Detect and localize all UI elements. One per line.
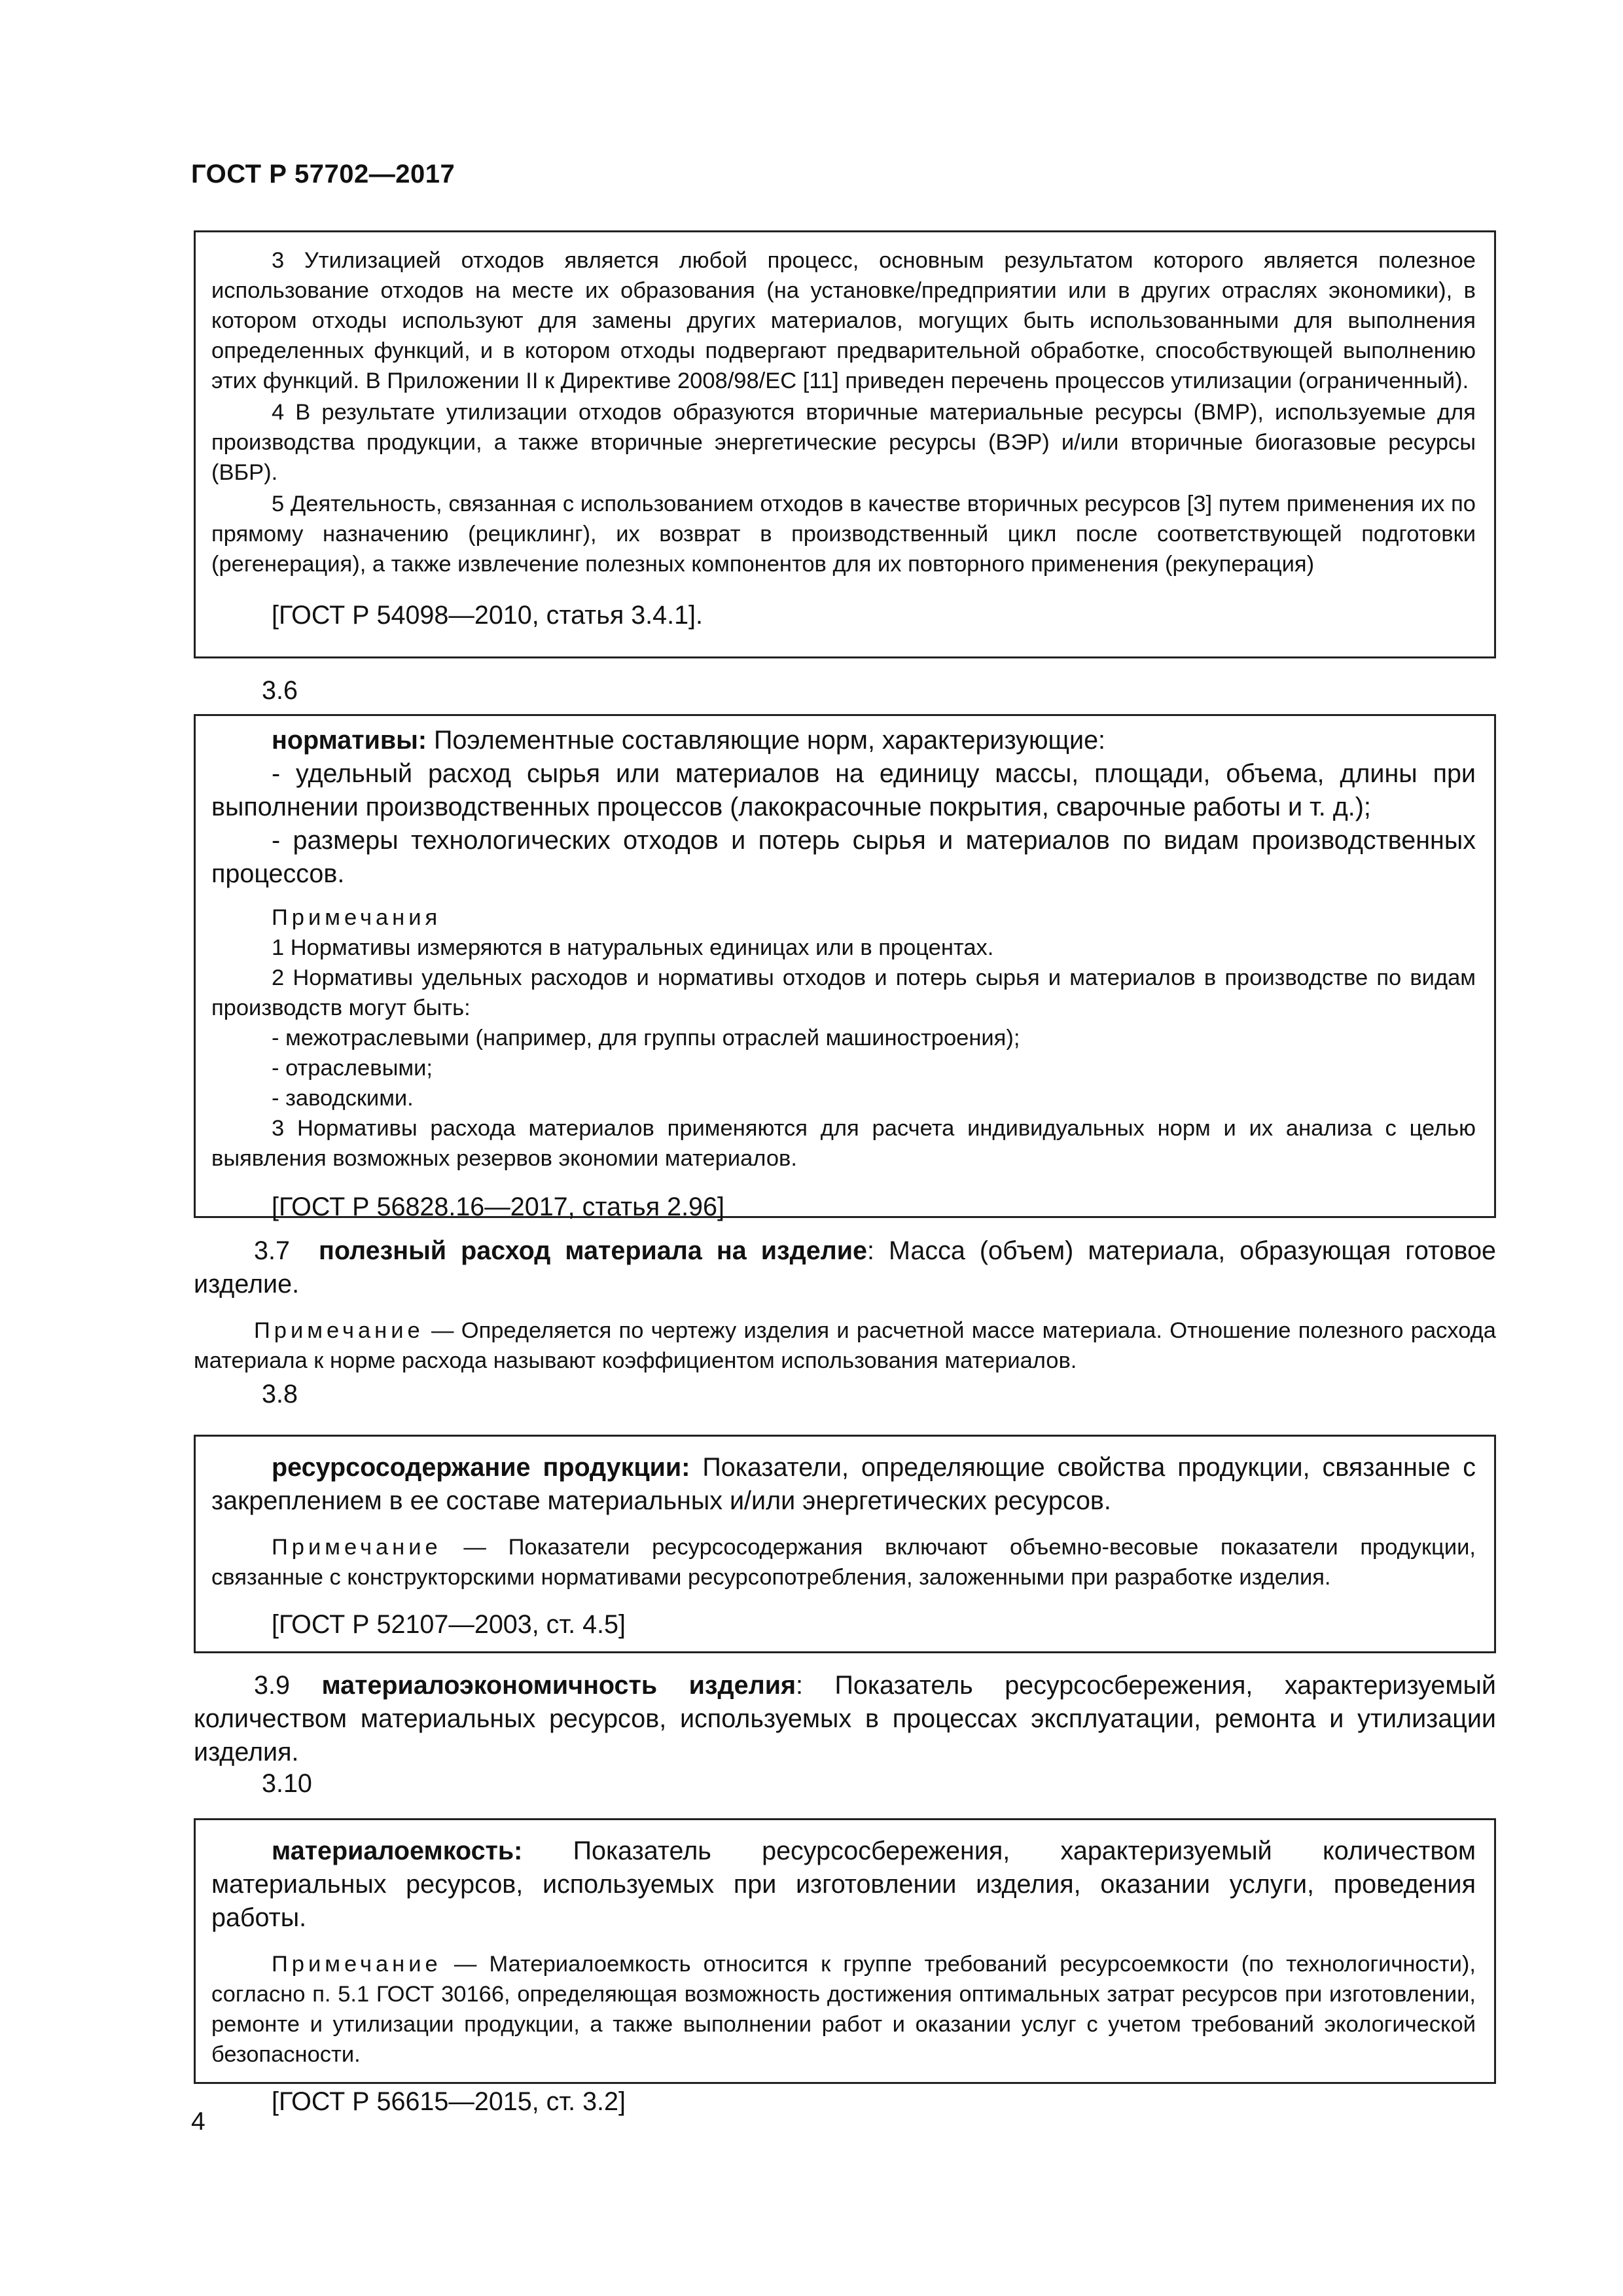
- term: полезный расход материала на изделие: [319, 1236, 868, 1265]
- note-text: — Материалоемкость относится к группе требований ресурсоемкости (по технологичности), согласно п. 5.1 ГОСТ 30166, определяющая возможность достижения оптимальных затрат ресурсов при изготовлении, ремонте и утилизации продукции, а также выполнении работ и оказании услуг с учетом требований экологической безопасности.: [211, 1952, 1476, 2067]
- note-5: 5 Деятельность, связанная с использованием отходов в качестве вторичных ресурсов [3] путем применения их по прямому назначению (рециклинг), их возврат в производственный цикл после соответствующей подготовки (регенерация), а также извлечение полезных компонентов для их повторного применения (рекуперация): [211, 492, 1476, 577]
- note-label: Примечание: [272, 1952, 442, 1977]
- note-2: 2 Нормативы удельных расходов и нормативы отходов и потерь сырья и материалов в производстве по видам производств могут быть:: [211, 965, 1476, 1020]
- note-3: 3 Нормативы расхода материалов применяются для расчета индивидуальных норм и их анализа с целью выявления возможных резервов экономии материалов.: [211, 1116, 1476, 1171]
- clause-number: 3.9: [254, 1671, 290, 1700]
- note-list-item: - заводскими.: [272, 1086, 414, 1111]
- source-reference: [ГОСТ Р 56828.16—2017, статья 2.96]: [272, 1193, 724, 1221]
- definition-text: Показатели, определяющие свойства продукции, связанные с закреплением в ее составе материальных и/или энергетических ресурсов.: [211, 1453, 1476, 1515]
- definition-text: Показатель ресурсосбережения, характеризуемый количеством материальных ресурсов, используемых при изготовлении изделия, оказании услуги, проведения работы.: [211, 1837, 1476, 1932]
- term-definition: [194, 1669, 1496, 1769]
- note-4: 4 В результате утилизации отходов образуются вторичные материальные ресурсы (ВМР), используемые для производства продукции, а также вторичные энергетические ресурсы (ВЭР) и/или вторичные биогазовые ресурсы (ВБР).: [211, 400, 1476, 485]
- term-box-normatives: [194, 714, 1496, 1221]
- term-definition: [211, 1451, 1476, 1518]
- term-definition: [211, 1835, 1476, 1935]
- note: [211, 1949, 1476, 2070]
- note-label: Примечание: [254, 1318, 424, 1343]
- definition-item: - удельный расход сырья или материалов на единицу массы, площади, объема, длины при выполнении производственных процессов (лакокрасочные покрытия, сварочные работы и т. д.);: [211, 759, 1476, 821]
- notes-heading: Примечания: [272, 905, 442, 930]
- clause-number: 3.7: [254, 1236, 290, 1265]
- source-reference: [ГОСТ Р 52107—2003, ст. 4.5]: [272, 1610, 626, 1639]
- source-reference: [ГОСТ Р 54098—2010, статья 3.4.1].: [272, 601, 704, 630]
- term-definition: [211, 724, 1476, 757]
- source-reference: [ГОСТ Р 56615—2015, ст. 3.2]: [272, 2087, 626, 2116]
- note-label: Примечание: [272, 1535, 442, 1560]
- clause-number: 3.8: [262, 1380, 298, 1408]
- term: нормативы:: [272, 726, 427, 755]
- page-number: 4: [191, 2108, 205, 2136]
- clause-number: 3.10: [262, 1769, 312, 1798]
- term: материалоэкономичность изделия: [321, 1671, 796, 1700]
- term-box-notes-continuation: [194, 230, 1496, 658]
- note-3: 3 Утилизацией отходов является любой процесс, основным результатом которого является полезное использование отходов на месте их образования (на установке/предприятии или в других отраслях экономики), в котором отходы используют для замены других материалов, могущих быть использованными для выполнения определенных функций, и в котором отходы подвергают предварительной обработке, способствующей выполнению этих функций. В Приложении II к Директиве 2008/98/ЕС [11] приведен перечень процессов утилизации (ограниченный).: [211, 248, 1476, 393]
- definition-text: : Показатель ресурсосбережения, характеризуемый количеством материальных ресурсов, используемых в процессах эксплуатации, ремонта и утилизации изделия.: [194, 1671, 1496, 1767]
- term-box-resource-content: [194, 1435, 1496, 1653]
- definition-text: Поэлементные составляющие норм, характеризующие:: [427, 726, 1106, 755]
- note-text: — Показатели ресурсосодержания включают объемно-весовые показатели продукции, связанные с конструкторскими нормативами ресурсопотребления, заложенными при разработке изделия.: [211, 1535, 1476, 1590]
- term: материалоемкость:: [272, 1837, 523, 1865]
- clause-number: 3.6: [262, 676, 298, 705]
- clause-3-7: [194, 1234, 1496, 1376]
- term: ресурсосодержание продукции:: [272, 1453, 690, 1482]
- term-box-material-intensity: [194, 1818, 1496, 2116]
- term-definition: [194, 1234, 1496, 1301]
- note: [194, 1316, 1496, 1376]
- clause-3-9: [194, 1669, 1496, 1769]
- definition-item: - размеры технологических отходов и потерь сырья и материалов по видам производственных процессов.: [211, 826, 1476, 888]
- note: [211, 1532, 1476, 1592]
- document-header: ГОСТ Р 57702—2017: [191, 160, 455, 188]
- note-list-item: - межотраслевыми (например, для группы отраслей машиностроения);: [272, 1026, 1020, 1050]
- definition-text: : Масса (объем) материала, образующая готовое изделие.: [194, 1236, 1497, 1299]
- note-1: 1 Нормативы измеряются в натуральных единицах или в процентах.: [272, 935, 994, 960]
- note-text: — Определяется по чертежу изделия и расчетной массе материала. Отношение полезного расхода материала к норме расхода называют коэффициентом использования материалов.: [194, 1318, 1496, 1373]
- note-list-item: - отраслевыми;: [272, 1056, 433, 1081]
